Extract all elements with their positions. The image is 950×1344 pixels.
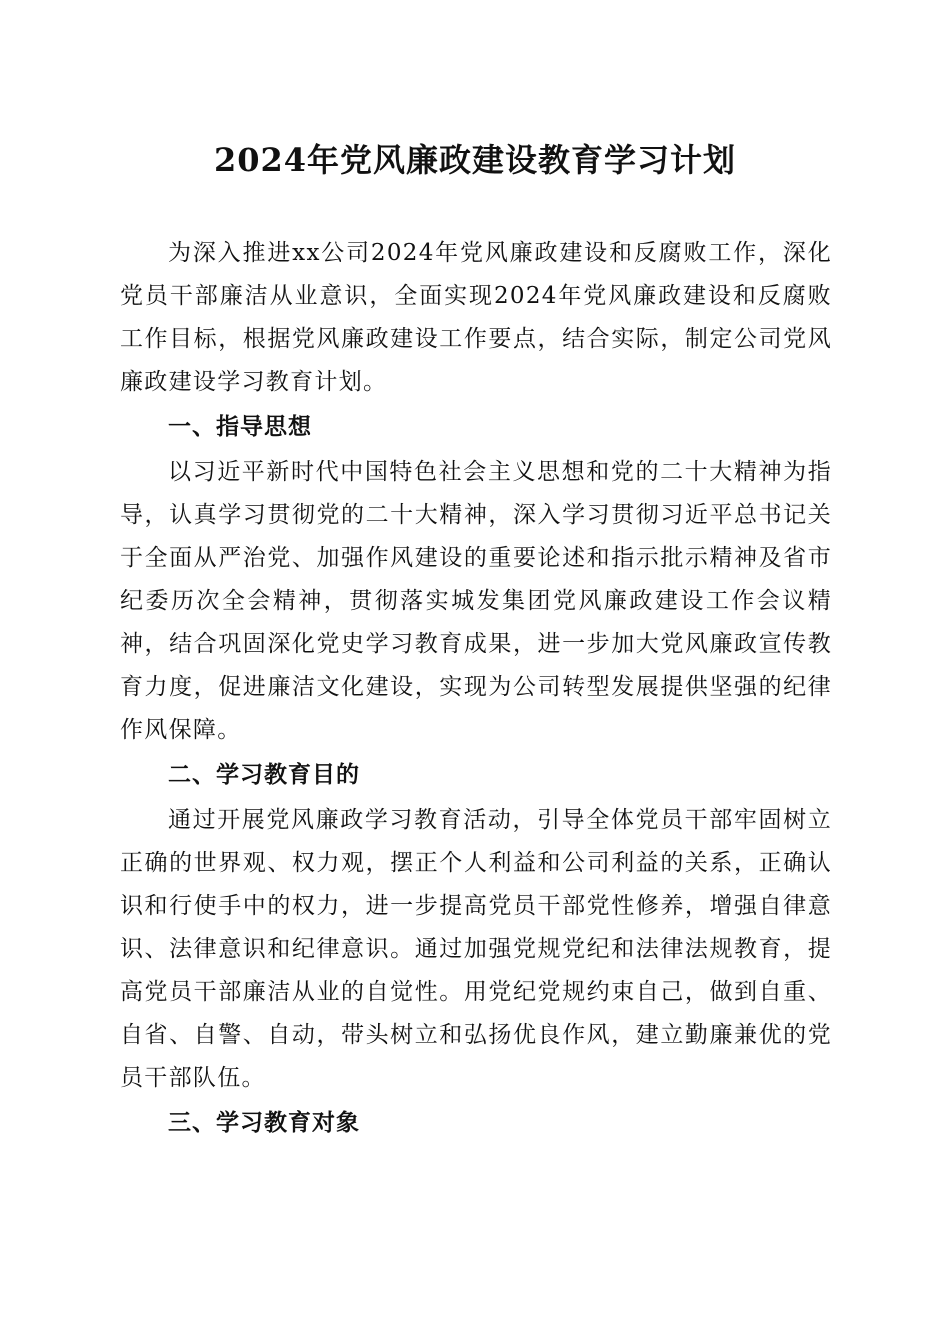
section-body-study-purpose: 通过开展党风廉政学习教育活动，引导全体党员干部牢固树立正确的世界观、权力观，摆正个人利益和公司利益的关系，正确认识和行使手中的权力，进一步提高党员干部党性修养，增强自律意识、法律意识和纪律意识。通过加强党规党纪和法律法规教育，提高党员干部廉洁从业的自觉性。用党纪党规约束自己，做到自重、自省、自警、自动，带头树立和弘扬优良作风，建立勤廉兼优的党员干部队伍。	[120, 807, 832, 1091]
document-body	[120, 232, 832, 1147]
intro-paragraph: 为深入推进xx公司2024年党风廉政建设和反腐败工作，深化党员干部廉洁从业意识，全面实现2024年党风廉政建设和反腐败工作目标，根据党风廉政建设工作要点，结合实际，制定公司党风廉政建设学习教育计划。	[120, 240, 832, 395]
section-heading-study-purpose: 二、学习教育目的	[168, 762, 360, 788]
document-title: 2024年党风廉政建设教育学习计划	[213, 141, 737, 179]
section-heading-study-targets: 三、学习教育对象	[168, 1110, 360, 1136]
section-body-guiding-ideology: 以习近平新时代中国特色社会主义思想和党的二十大精神为指导，认真学习贯彻党的二十大精神，深入学习贯彻习近平总书记关于全面从严治党、加强作风建设的重要论述和指示批示精神及省市纪委历次全会精神，贯彻落实城发集团党风廉政建设工作会议精神，结合巩固深化党史学习教育成果，进一步加大党风廉政宣传教育力度，促进廉洁文化建设，实现为公司转型发展提供坚强的纪律作风保障。	[120, 459, 832, 743]
section-heading-guiding-ideology: 一、指导思想	[168, 414, 312, 440]
